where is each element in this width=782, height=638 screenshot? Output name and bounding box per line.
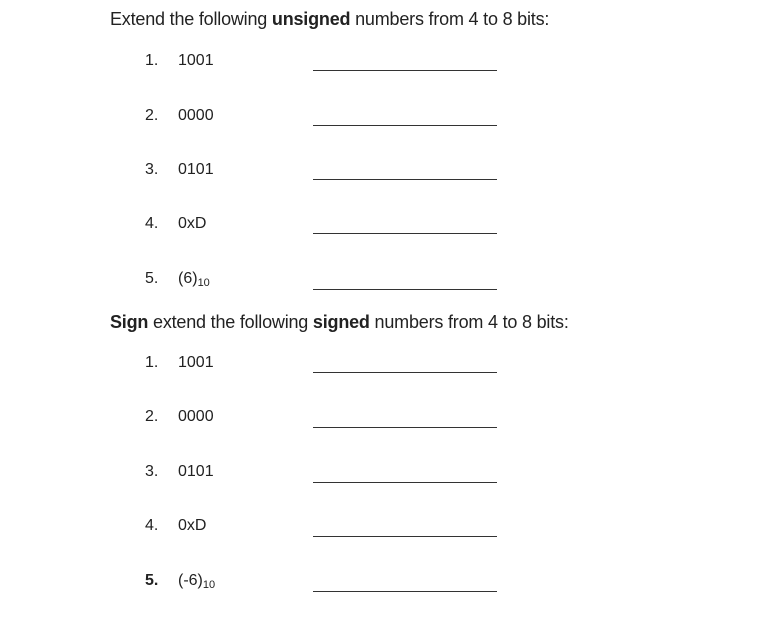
signed-item-2: 2. 0000 [145, 408, 214, 425]
signed-item-5: 5. $(-6)_{10}$ [145, 572, 216, 591]
signed-item-1: 1. 1001 [145, 354, 214, 371]
signed-keyword: signed [312, 312, 370, 332]
unsigned-keyword: unsigned [271, 9, 351, 29]
unsigned-item-3: 3. 0101 [145, 161, 214, 178]
signed-item-4: 4. 0xD [145, 517, 207, 534]
answer-blank[interactable] [313, 70, 497, 71]
answer-blank[interactable] [313, 482, 497, 483]
answer-blank[interactable] [313, 427, 497, 428]
answer-blank[interactable] [313, 536, 497, 537]
signed-item-3: 3. 0101 [145, 463, 214, 480]
answer-blank[interactable] [313, 233, 497, 234]
unsigned-item-4: 4. 0xD [145, 215, 207, 232]
answer-blank[interactable] [313, 179, 497, 180]
unsigned-item-2: 2. 0000 [145, 107, 214, 124]
answer-blank[interactable] [313, 591, 497, 592]
unsigned-item-1: 1. 1001 [145, 52, 214, 69]
answer-blank[interactable] [313, 289, 497, 290]
answer-blank[interactable] [313, 125, 497, 126]
signed-heading: Sign extend the following signed numbers from 4 to 8 bits: [110, 312, 569, 332]
unsigned-item-5: 5. $(6)_{10}$ [145, 270, 210, 289]
unsigned-heading: Extend the following unsigned numbers from 4 to 8 bits: [110, 9, 550, 29]
answer-blank[interactable] [313, 372, 497, 373]
